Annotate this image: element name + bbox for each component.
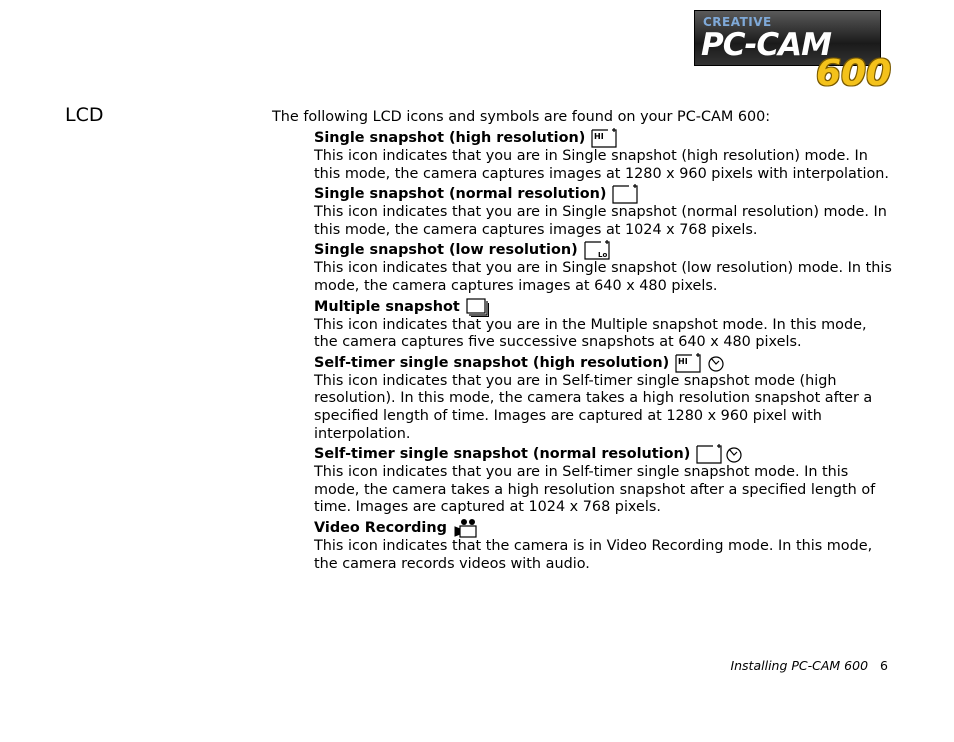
pc-cam-600-logo (694, 10, 894, 94)
multiple-snapshot-icon (466, 297, 490, 317)
section-title: LCD (65, 104, 104, 126)
entry-heading-text: Single snapshot (low resolution) (314, 242, 578, 259)
entry-heading-text: Single snapshot (normal resolution) (314, 186, 607, 203)
svg-text:Lo: Lo (597, 251, 607, 260)
logo-product-name: PC-CAM (701, 27, 831, 63)
intro-text: The following LCD icons and symbols are found on your PC-CAM 600: (272, 109, 771, 125)
list-item (314, 128, 894, 183)
entry-heading (314, 353, 894, 373)
entry-heading (314, 240, 894, 260)
entry-description: This icon indicates that you are in Self-timer single snapshot mode. In this mode, the camera takes a high resolution snapshot after a specified length of time. Images are captured at 1024 x 768 pixels. (314, 464, 876, 516)
entry-heading-text: Self-timer single snapshot (normal resolution) (314, 446, 691, 463)
entry-description: This icon indicates that the camera is in Video Recording mode. In this mode, the camera records videos with audio. (314, 537, 873, 572)
entry-description: This icon indicates that you are in Single snapshot (low resolution) mode. In this mode, the camera captures images at 640 x 480 pixels. (314, 260, 892, 294)
entry-heading-text: Single snapshot (high resolution) (314, 130, 586, 146)
self-timer-high-res-icon (675, 353, 725, 373)
entry-heading (314, 518, 894, 538)
entry-heading (314, 444, 894, 464)
list-item (314, 444, 894, 517)
list-item (314, 184, 894, 239)
entry-heading-text: Video Recording (314, 519, 447, 536)
icon-list (314, 128, 894, 574)
snapshot-normal-res-icon (612, 184, 638, 204)
snapshot-low-res-icon (584, 240, 610, 260)
page-number: 6 (880, 658, 888, 673)
entry-description: This icon indicates that you are in the Multiple snapshot mode. In this mode, the camera captures five successive snapshots at 640 x 480 pixels. (314, 316, 867, 351)
entry-description: This icon indicates that you are in Single snapshot (high resolution) mode. In this mode, the camera captures images at 1280 x 960 pixels with interpolation. (314, 148, 889, 182)
self-timer-normal-res-icon (696, 444, 746, 464)
entry-heading (314, 128, 894, 148)
entry-description: This icon indicates that you are in Single snapshot (normal resolution) mode. In this mode, the camera captures images at 1024 x 768 pixels. (314, 204, 887, 238)
list-item (314, 518, 894, 573)
entry-heading (314, 184, 894, 204)
list-item (314, 240, 894, 295)
logo-model-number: 600 (816, 53, 892, 94)
snapshot-high-res-icon (591, 128, 617, 148)
entry-heading-text: Self-timer single snapshot (high resolution) (314, 354, 670, 371)
entry-description: This icon indicates that you are in Self-timer single snapshot mode (high resolution). In this mode, the camera takes a high resolution snapshot after a specified length of time. Images are captured at 1280 x 960 pixel with interpolation. (314, 372, 873, 442)
footer-title: Installing PC-CAM 600 (730, 658, 869, 673)
entry-heading-text: Multiple snapshot (314, 298, 460, 315)
svg-text:HI: HI (594, 132, 604, 141)
video-recording-icon (453, 518, 479, 538)
list-item (314, 353, 894, 443)
list-item (314, 297, 894, 352)
entry-heading (314, 297, 894, 317)
svg-text:HI: HI (678, 356, 688, 366)
page-footer (730, 658, 888, 673)
logo-brand: CREATIVE (703, 15, 772, 29)
